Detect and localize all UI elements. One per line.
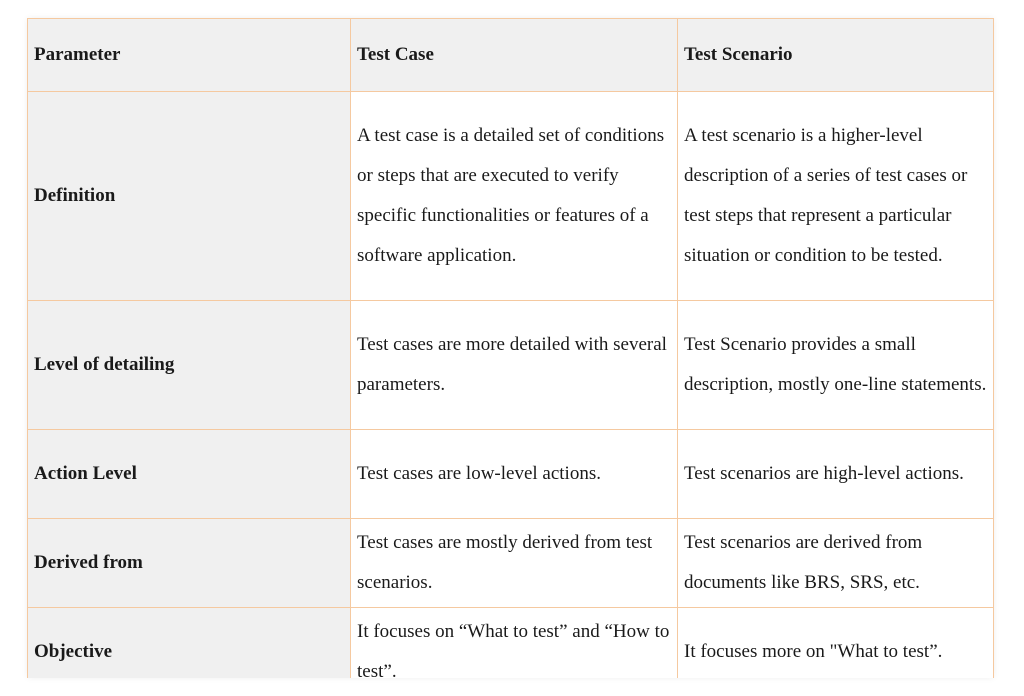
row-test-case: It focuses on “What to test” and “How to test”. <box>351 608 678 679</box>
row-parameter: Definition <box>28 92 351 301</box>
header-test-case: Test Case <box>351 19 678 92</box>
row-parameter: Action Level <box>28 430 351 519</box>
row-test-case: Test cases are mostly derived from test scenarios. <box>351 519 678 608</box>
row-parameter: Level of detailing <box>28 301 351 430</box>
comparison-table <box>27 18 994 678</box>
table-row <box>28 519 994 608</box>
row-test-case: Test cases are more detailed with several parameters. <box>351 301 678 430</box>
header-parameter: Parameter <box>28 19 351 92</box>
row-test-scenario: It focuses more on "What to test”. <box>678 608 994 679</box>
row-test-scenario: A test scenario is a higher-level description of a series of test cases or test steps that represent a particular situation or condition to be tested. <box>678 92 994 301</box>
comparison-table-card <box>27 18 994 678</box>
table-row <box>28 92 994 301</box>
row-parameter: Objective <box>28 608 351 679</box>
table-header-row <box>28 19 994 92</box>
table-row <box>28 430 994 519</box>
row-test-case: A test case is a detailed set of conditions or steps that are executed to verify specific functionalities or features of a software application. <box>351 92 678 301</box>
row-test-scenario: Test scenarios are high-level actions. <box>678 430 994 519</box>
table-row <box>28 301 994 430</box>
row-test-scenario: Test scenarios are derived from documents like BRS, SRS, etc. <box>678 519 994 608</box>
row-test-case: Test cases are low-level actions. <box>351 430 678 519</box>
header-test-scenario: Test Scenario <box>678 19 994 92</box>
table-row <box>28 608 994 679</box>
row-parameter: Derived from <box>28 519 351 608</box>
row-test-scenario: Test Scenario provides a small description, mostly one-line statements. <box>678 301 994 430</box>
